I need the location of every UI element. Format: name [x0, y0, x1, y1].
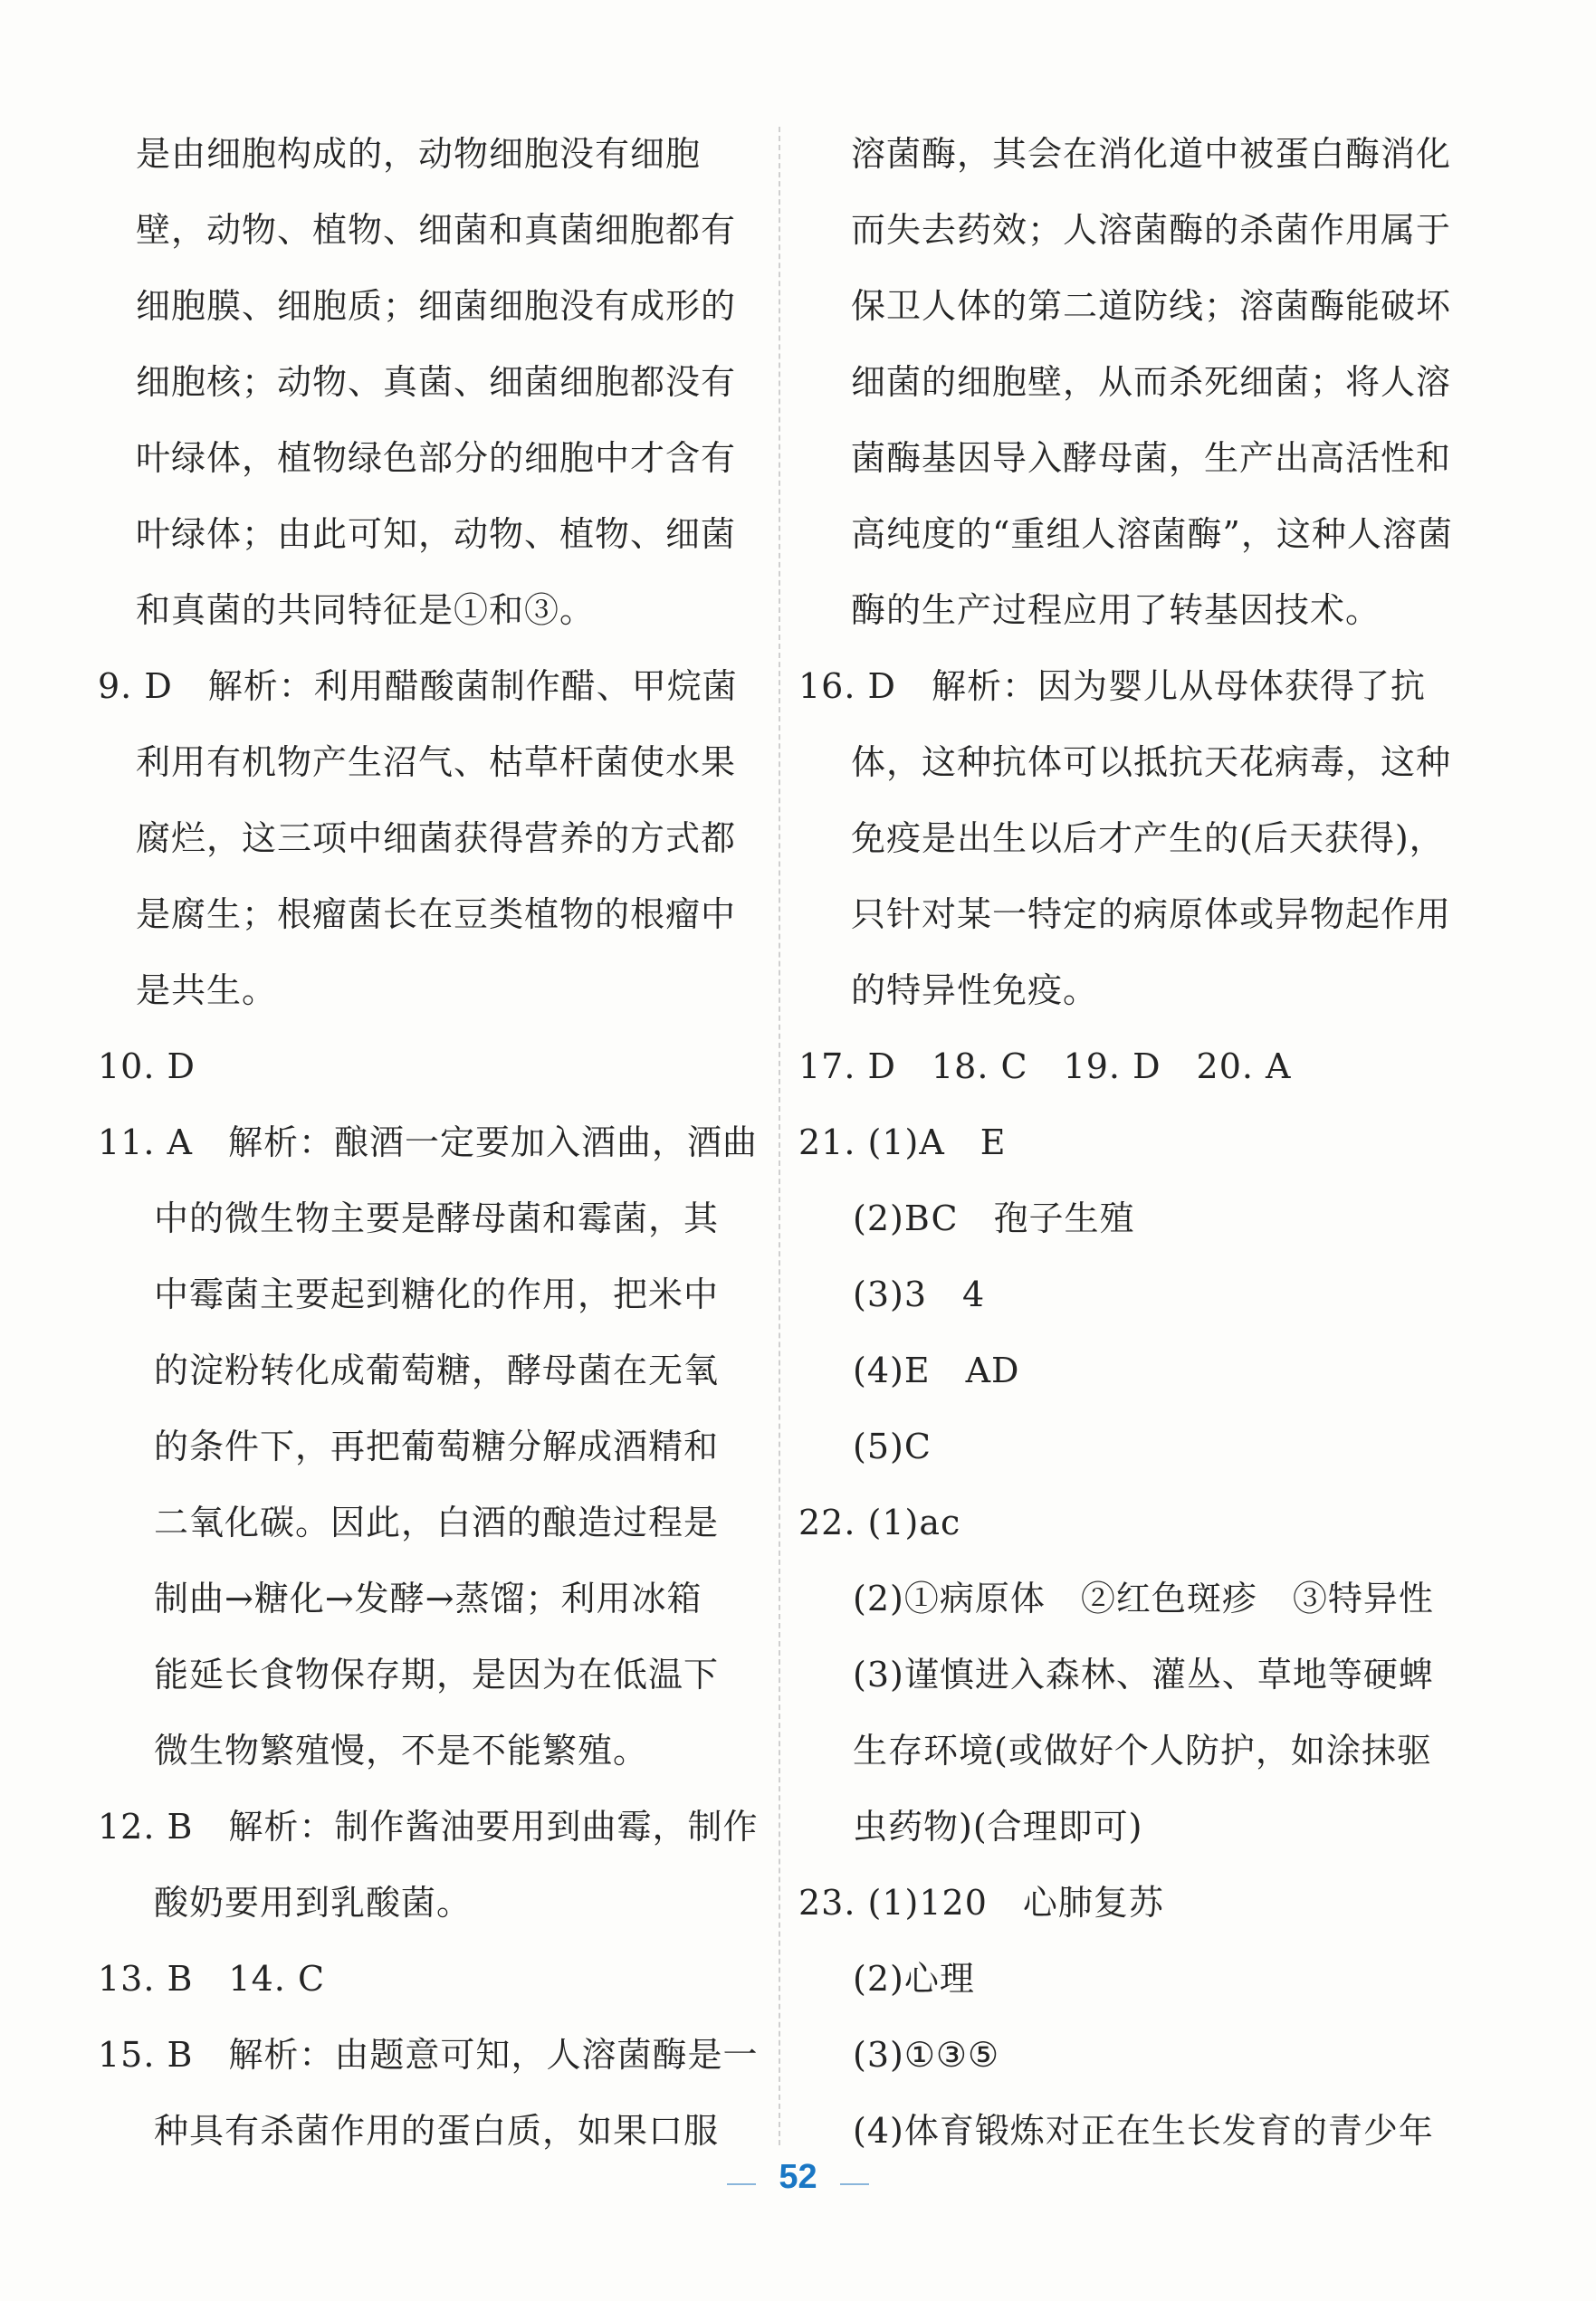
text-line: 二氧化碳。因此，白酒的酿造过程是 — [154, 1503, 720, 1542]
text-line: 和真菌的共同特征是①和③。 — [136, 590, 596, 630]
text-line: 虫药物)(合理即可) — [853, 1807, 1143, 1847]
text-line: 免疫是出生以后才产生的(后天获得)， — [851, 818, 1445, 858]
text-line: 而失去药效；人溶菌酶的杀菌作用属于 — [851, 210, 1452, 250]
answer-item-21: 21. (1)A E — [798, 1122, 1007, 1162]
text-line: (2)心理 — [853, 1959, 975, 1999]
text-line: 细菌的细胞壁，从而杀死细菌；将人溶 — [851, 362, 1452, 402]
answer-item-10: 10. D — [98, 1046, 196, 1086]
text-line: 中霉菌主要起到糖化的作用，把米中 — [154, 1275, 720, 1314]
text-line: 制曲→糖化→发酵→蒸馏；利用冰箱 — [154, 1579, 702, 1618]
answer-item-11: 11. A 解析：酿酒一定要加入酒曲，酒曲 — [98, 1122, 758, 1162]
text-line: 的特异性免疫。 — [851, 970, 1099, 1010]
answer-item-23: 23. (1)120 心肺复苏 — [798, 1883, 1164, 1923]
text-line: 叶绿体；由此可知，动物、植物、细菌 — [136, 514, 737, 554]
answer-item-13-14: 13. B 14. C — [98, 1959, 326, 1999]
text-line: (3)谨慎进入森林、灌丛、草地等硬蜱 — [853, 1655, 1434, 1695]
footer-dash-right — [840, 2183, 869, 2185]
text-line: 酸奶要用到乳酸菌。 — [154, 1883, 473, 1923]
text-line: (3)①③⑤ — [853, 2035, 1000, 2075]
text-line: 的淀粉转化成葡萄糖，酵母菌在无氧 — [154, 1351, 720, 1390]
text-line: 溶菌酶，其会在消化道中被蛋白酶消化 — [851, 134, 1452, 174]
text-line: 是腐生；根瘤菌长在豆类植物的根瘤中 — [136, 894, 737, 934]
text-line: 利用有机物产生沼气、枯草杆菌使水果 — [136, 742, 737, 782]
text-line: 细胞核；动物、真菌、细菌细胞都没有 — [136, 362, 737, 402]
text-line: 叶绿体，植物绿色部分的细胞中才含有 — [136, 438, 737, 478]
answer-item-9: 9. D 解析：利用醋酸菌制作醋、甲烷菌 — [98, 666, 738, 706]
column-divider — [779, 127, 780, 2145]
text-line: 只针对某一特定的病原体或异物起作用 — [851, 894, 1452, 934]
text-line: 种具有杀菌作用的蛋白质，如果口服 — [154, 2111, 720, 2151]
text-line: 酶的生产过程应用了转基因技术。 — [851, 590, 1381, 630]
text-line: (5)C — [853, 1427, 932, 1466]
text-line: (3)3 4 — [853, 1275, 986, 1314]
text-line: 是由细胞构成的，动物细胞没有细胞 — [136, 134, 702, 174]
text-line: (4)E AD — [853, 1351, 1020, 1390]
text-line: (2)BC 孢子生殖 — [853, 1198, 1135, 1238]
text-line: 能延长食物保存期，是因为在低温下 — [154, 1655, 720, 1695]
text-line: 微生物繁殖慢，不是不能繁殖。 — [154, 1731, 649, 1771]
answer-item-22: 22. (1)ac — [798, 1503, 961, 1542]
text-line: 壁，动物、植物、细菌和真菌细胞都有 — [136, 210, 737, 250]
answer-item-17-20: 17. D 18. C 19. D 20. A — [798, 1046, 1292, 1086]
text-line: 的条件下，再把葡萄糖分解成酒精和 — [154, 1427, 720, 1466]
text-line: 生存环境(或做好个人防护，如涂抹驱 — [853, 1731, 1432, 1771]
footer-dash-left — [727, 2183, 756, 2185]
text-line: (2)①病原体 ②红色斑疹 ③特异性 — [853, 1579, 1434, 1618]
text-line: 中的微生物主要是酵母菌和霉菌，其 — [154, 1198, 720, 1238]
text-line: 是共生。 — [136, 970, 278, 1010]
text-line: 高纯度的“重组人溶菌酶”，这种人溶菌 — [851, 514, 1453, 554]
text-line: 体，这种抗体可以抵抗天花病毒，这种 — [851, 742, 1452, 782]
text-line: 保卫人体的第二道防线；溶菌酶能破坏 — [851, 286, 1452, 326]
answer-item-16: 16. D 解析：因为婴儿从母体获得了抗 — [798, 666, 1426, 706]
text-line: (4)体育锻炼对正在生长发育的青少年 — [853, 2111, 1434, 2151]
text-line: 腐烂，这三项中细菌获得营养的方式都 — [136, 818, 737, 858]
text-line: 细胞膜、细胞质；细菌细胞没有成形的 — [136, 286, 737, 326]
answer-item-12: 12. B 解析：制作酱油要用到曲霉，制作 — [98, 1807, 759, 1847]
text-line: 菌酶基因导入酵母菌，生产出高活性和 — [851, 438, 1452, 478]
page-number: 52 — [779, 2158, 817, 2196]
page-footer — [0, 2150, 1596, 2204]
answer-item-15: 15. B 解析：由题意可知，人溶菌酶是一 — [98, 2035, 759, 2075]
